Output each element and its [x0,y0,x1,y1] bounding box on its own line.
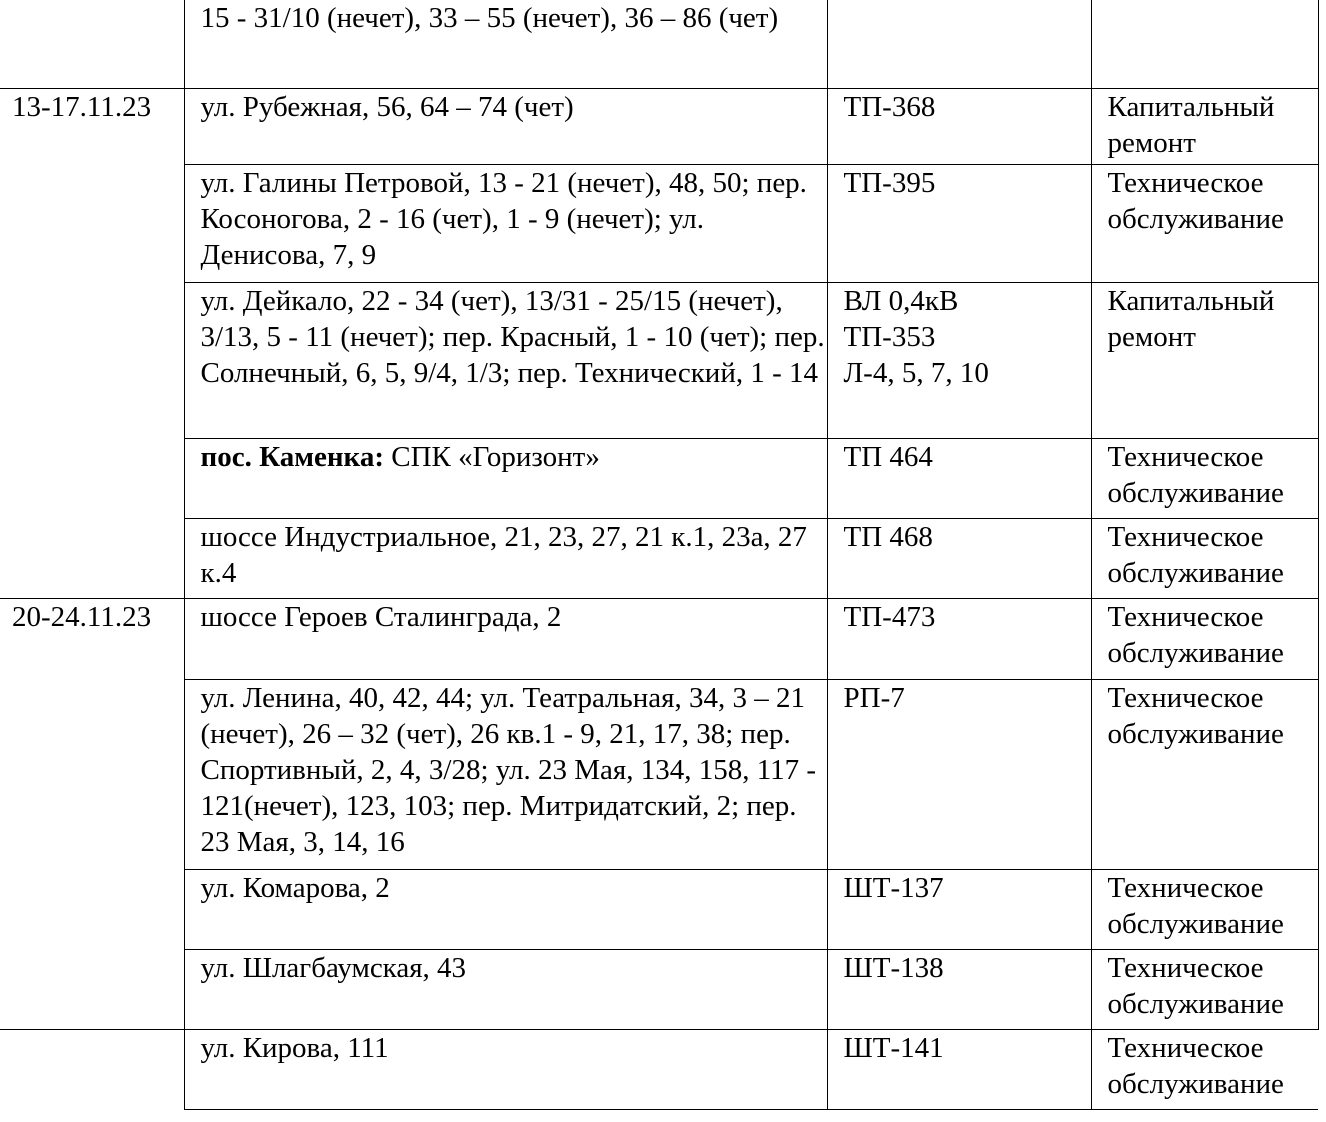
work-type-cell: Техническое обслуживание [1091,598,1318,679]
table-row [0,438,1318,518]
work-type-cell [1091,0,1318,88]
date-cell: 13-17.11.23 [0,88,184,598]
date-cell [0,0,184,88]
object-cell: ШТ-137 [827,869,1091,949]
table-row [0,679,1318,869]
address-cell: 15 - 31/10 (нечет), 33 – 55 (нечет), 36 – 86 (чет) [184,0,827,88]
work-type-cell: Техническое обслуживание [1091,438,1318,518]
table-row [0,282,1318,438]
address-cell: ул. Ленина, 40, 42, 44; ул. Театральная, 34, 3 – 21 (нечет), 26 – 32 (чет), 26 кв.1 - 9, 21, 17, 38; пер. Спортивный, 2, 4, 3/28; ул. 23 Мая, 134, 158, 117 - 121(нечет), 123, 103; пер. Митридатский, 2; пер. 23 Мая, 3, 14, 16 [184,679,827,869]
object-cell: ШТ-141 [827,1029,1091,1109]
object-cell: ТП-368 [827,88,1091,164]
work-type-cell: Капитальный ремонт [1091,88,1318,164]
object-cell [827,0,1091,88]
date-cell: 20-24.11.23 [0,598,184,1029]
object-cell: ШТ-138 [827,949,1091,1029]
object-cell: ТП 464 [827,438,1091,518]
object-cell: РП-7 [827,679,1091,869]
table-row [0,164,1318,282]
table-row [0,1029,1318,1109]
table-row [0,518,1318,598]
work-type-cell: Техническое обслуживание [1091,518,1318,598]
work-type-cell: Техническое обслуживание [1091,949,1318,1029]
address-cell: ул. Кирова, 111 [184,1029,827,1109]
work-type-cell: Капитальный ремонт [1091,282,1318,438]
address-cell: ул. Комарова, 2 [184,869,827,949]
address-cell: пос. Каменка: СПК «Горизонт» [184,438,827,518]
table-row [0,88,1318,164]
date-cell [0,1029,184,1109]
object-cell: ТП-395 [827,164,1091,282]
address-cell: шоссе Индустриальное, 21, 23, 27, 21 к.1, 23а, 27 к.4 [184,518,827,598]
work-type-cell: Техническое обслуживание [1091,164,1318,282]
work-type-cell: Техническое обслуживание [1091,679,1318,869]
table-row [0,598,1318,679]
object-cell: ТП-473 [827,598,1091,679]
table-row [0,949,1318,1029]
address-cell: ул. Шлагбаумская, 43 [184,949,827,1029]
object-cell: ТП 468 [827,518,1091,598]
work-type-cell: Техническое обслуживание [1091,1029,1318,1109]
table-row [0,869,1318,949]
work-type-cell: Техническое обслуживание [1091,869,1318,949]
address-cell: ул. Рубежная, 56, 64 – 74 (чет) [184,88,827,164]
address-cell: ул. Дейкало, 22 - 34 (чет), 13/31 - 25/15 (нечет), 3/13, 5 - 11 (нечет); пер. Красный, 1 - 10 (чет); пер. Солнечный, 6, 5, 9/4, 1/3; пер. Технический, 1 - 14 [184,282,827,438]
locality-label: пос. Каменка: [200,440,384,473]
table-row [0,0,1318,88]
address-cell: шоссе Героев Сталинграда, 2 [184,598,827,679]
object-cell: ВЛ 0,4кВ ТП-353 Л-4, 5, 7, 10 [827,282,1091,438]
address-cell: ул. Галины Петровой, 13 - 21 (нечет), 48, 50; пер. Косоногова, 2 - 16 (чет), 1 - 9 (нечет); ул. Денисова, 7, 9 [184,164,827,282]
